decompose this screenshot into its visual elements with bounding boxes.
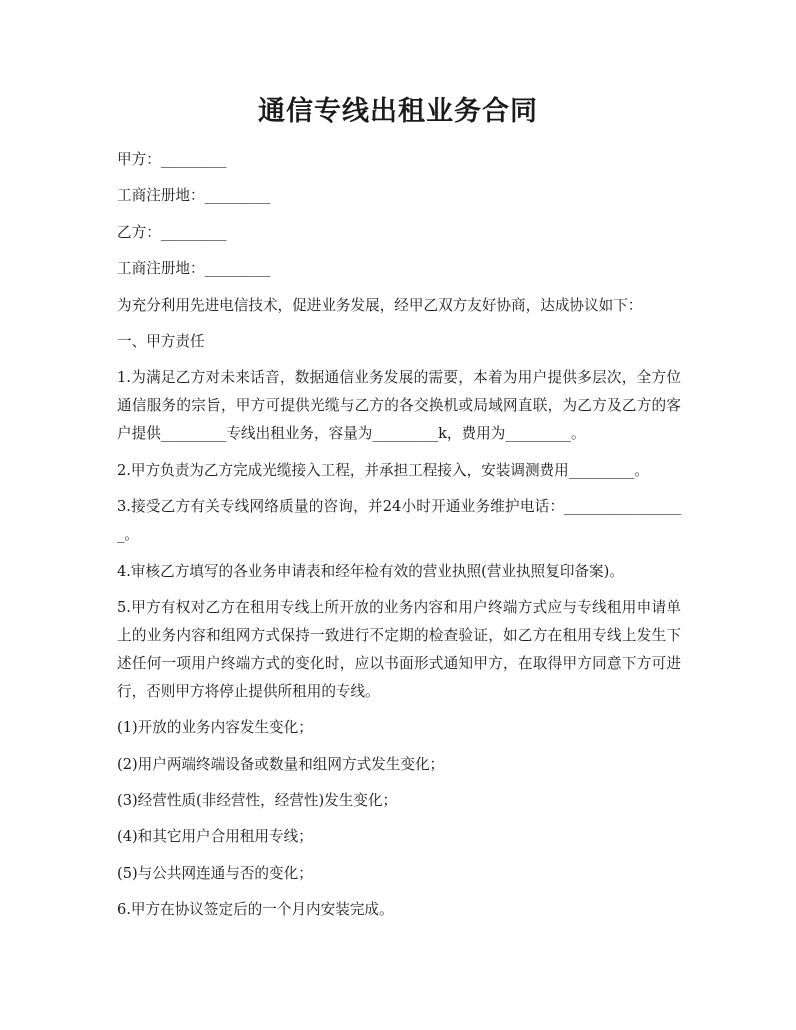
document-title: 通信专线出租业务合同 xyxy=(258,96,538,127)
clause-1: 1.为满足乙方对未来话音，数据通信业务发展的需要，本着为用户提供多层次，全方位通信服务的宗旨，甲方可提供光缆与乙方的各交换机或局域网直联，为乙方及乙方的客户提供_________专线出租业务，容量为_________k，费用为_________。 xyxy=(117,369,681,443)
sub-item-2: (2)用户两端终端设备或数量和组网方式发生变化； xyxy=(117,755,445,773)
clause-5: 5.甲方有权对乙方在租用专线上所开放的业务内容和用户终端方式应与专线租用申请单上的业务内容和组网方式保持一致进行不定期的检查验证，如乙方在租用专线上发生下述任何一项用户终端方式的变化时，应以书面形式通知甲方，在取得甲方同意下方可进行，否则甲方将停止提供所租用的专线。 xyxy=(117,598,681,700)
party-b-field: 乙方：_________ xyxy=(117,223,227,241)
sub-item-3: (3)经营性质(非经营性，经营性)发生变化； xyxy=(117,792,398,810)
clause-4: 4.审核乙方填写的各业务申请表和经年检有效的营业执照(营业执照复印备案)。 xyxy=(117,562,624,580)
sub-item-1: (1)开放的业务内容发生变化； xyxy=(117,719,313,737)
party-a-field: 甲方：_________ xyxy=(117,151,227,168)
section-heading: 一、甲方责任 xyxy=(117,332,205,350)
clause-2: 2.甲方负责为乙方完成光缆接入工程，并承担工程接入，安装调测费用_________。 xyxy=(117,461,650,479)
party-b-registration-field: 工商注册地：_________ xyxy=(117,260,271,278)
sub-item-4: (4)和其它用户合用租用专线； xyxy=(117,828,313,846)
party-a-registration-field: 工商注册地：_________ xyxy=(117,187,271,205)
document-body xyxy=(117,146,681,933)
sub-item-5: (5)与公共网连通与否的变化； xyxy=(117,864,313,882)
clause-3: 3.接受乙方有关专线网络质量的咨询，并24小时开通业务维护电话：_________________。 xyxy=(117,498,681,544)
preamble-paragraph: 为充分利用先进电信技术，促进业务发展，经甲乙双方友好协商，达成协议如下： xyxy=(117,296,643,314)
clause-6: 6.甲方在协议签定后的一个月内安装完成。 xyxy=(117,901,394,919)
